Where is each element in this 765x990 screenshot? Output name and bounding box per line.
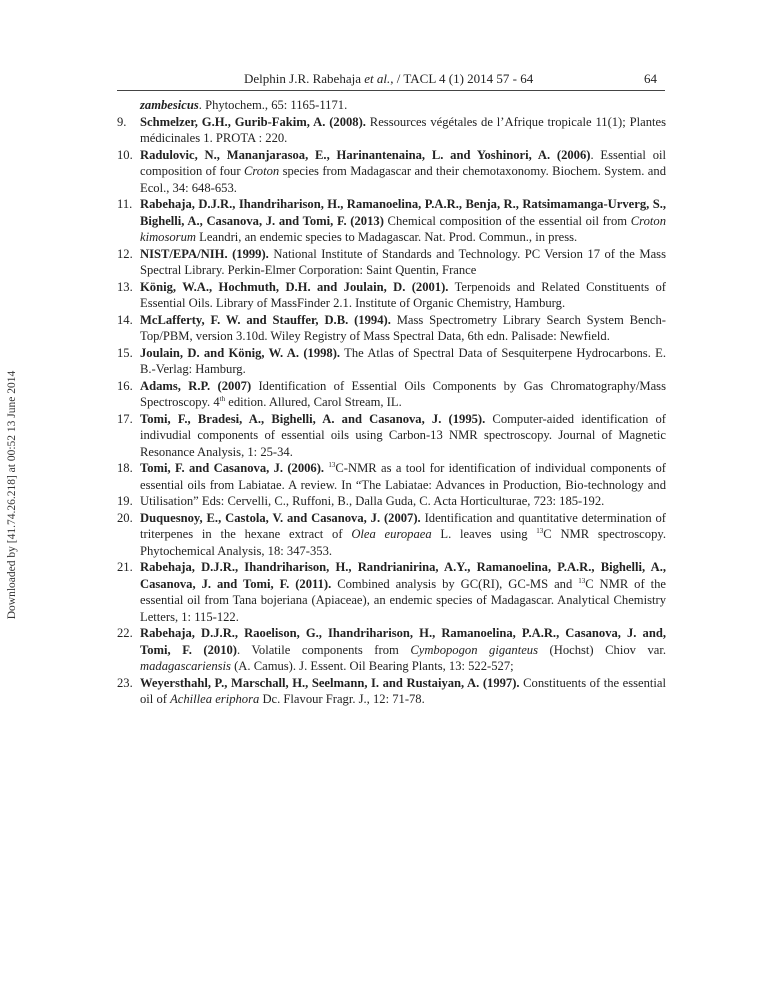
reference-item (117, 147, 666, 197)
header-journal: , / TACL 4 (1) 2014 57 - 64 (390, 71, 534, 86)
download-note: Downloaded by [41.74.26.218] at 00:52 13 June 2014 (6, 370, 18, 620)
reference-item (117, 411, 666, 461)
reference-superscript: th (219, 394, 226, 403)
download-watermark (2, 360, 22, 630)
reference-number: 18. (117, 461, 133, 475)
reference-continuation (117, 97, 666, 114)
running-header (117, 70, 665, 91)
reference-item (117, 345, 666, 378)
reference-text: Mass Spectrometry Library Search System Bench-Top/PBM, version 3.10d. Wiley Registry of Mass Spectral Data, 6th edn. Palisade: Newfield. (140, 312, 666, 343)
reference-number: 15. (117, 345, 133, 360)
reference-italic: Cymbopogon giganteus (410, 642, 538, 657)
reference-number: 17. (117, 411, 133, 426)
reference-text: . Volatile components from (237, 642, 411, 657)
reference-text: . Essential oil composition of four (140, 147, 666, 178)
continuation-text: . Phytochem., 65: 1165-1171. (198, 98, 348, 112)
reference-authors: NIST/EPA/NIH. (1999). (140, 246, 269, 261)
reference-text: Dc. Flavour Fragr. J., 12: 71-78. (259, 692, 425, 706)
reference-authors: Tomi, F. and Casanova, J. (2006). (140, 461, 325, 475)
reference-number: 20. (117, 510, 133, 525)
reference-item (117, 510, 666, 560)
reference-number: 10. (117, 147, 133, 162)
reference-authors: Weyersthahl, P., Marschall, H., Seelmann, I. and Rustaiyan, A. (1997). (140, 675, 520, 690)
reference-superscript: 13 (578, 576, 586, 585)
reference-superscript: 13 (328, 460, 336, 469)
reference-authors: Rabehaja, D.J.R., Ihandriharison, H., Ramanoelina, P.A.R., Benja, R., Ratsimamanga-Urverg, S., Bighelli, A., Casanova, J. and Tomi, F. (2013) (140, 197, 666, 228)
reference-authors: Rabehaja, D.J.R., Ihandriharison, H., Randrianirina, A.Y., Ramanoelina, P.A.R., Bighelli, A., Casanova, J. and Tomi, F. (2011). (140, 560, 666, 591)
reference-italic: Achillea eriphora (170, 692, 260, 706)
reference-item (117, 625, 666, 675)
reference-text: Identification of Essential Oils Components by Gas Chromatography/Mass Spectroscopy. 4 (140, 378, 666, 409)
reference-number: 16. (117, 378, 133, 393)
reference-text: Leandri, an endemic species to Madagascar. Nat. Prod. Commun., in press. (195, 230, 578, 244)
reference-italic: Croton kimosorum (140, 213, 666, 244)
reference-text: edition. Allured, Carol Stream, IL. (225, 395, 402, 409)
reference-authors: König, W.A., Hochmuth, D.H. and Joulain, D. (2001). (140, 279, 449, 294)
header-etal: et al. (364, 71, 391, 86)
reference-item (117, 196, 666, 246)
reference-item (117, 378, 666, 411)
reference-text: (A. Camus). J. Essent. Oil Bearing Plants, 13: 522-527; (230, 659, 514, 673)
reference-item (117, 279, 666, 312)
reference-item (117, 114, 666, 147)
reference-list (117, 97, 666, 708)
reference-text: Chemical composition of the essential oil from (383, 213, 631, 228)
reference-text: Identification and quantitative determination of triterpenes in the hexane extract of (140, 510, 666, 541)
reference-italic: Olea europaea (351, 527, 432, 541)
reference-text: Terpenoids and Related Constituents of Essential Oils. Library of MassFinder 2.1. Institute of Organic Chemistry, Hamburg. (140, 279, 666, 310)
reference-number: 9. (117, 114, 127, 129)
reference-text: National Institute of Standards and Technology. PC Version 17 of the Mass Spectral Library. Perkin-Elmer Corporation: Saint Quentin, France (140, 246, 666, 277)
reference-text: species from Madagascar and their chemotaxonomy. Biochem. System. and Ecol., 34: 648-653. (140, 164, 666, 195)
reference-text: Ressources végétales de l’Afrique tropicale 11(1); Plantes médicinales 1. PROTA : 220. (140, 114, 666, 145)
continuation-italic: zambesicus (140, 98, 199, 112)
reference-superscript: 13 (536, 526, 544, 535)
reference-text: Computer-aided identification of indivudial components of essential oils using Carbon-13 NMR spectroscopy. Journal of Magnetic Resonance Analysis, 1: 25-34. (140, 411, 666, 459)
reference-text: Combined analysis by GC(RI), GC-MS and (331, 576, 579, 591)
reference-item (117, 312, 666, 345)
reference-item (117, 460, 666, 510)
reference-authors: Radulovic, N., Mananjarasoa, E., Harinantenaina, L. and Yoshinori, A. (2006) (140, 147, 591, 162)
header-citation (244, 71, 533, 87)
reference-number: 23. (117, 675, 133, 690)
reference-text: (Hochst) Chiov var. (538, 642, 666, 657)
reference-number: 12. (117, 246, 133, 261)
reference-authors: Adams, R.P. (2007) (140, 378, 252, 393)
reference-text: C-NMR as a tool for identification of individual components of essential oils from Labiatae. A review. In “The Labiatae: Advances in Production, Bio-technology and Utilisation” Eds: Cervelli, C., Ruffoni, B., Dalla Guda, C. Acta Horticulturae, 723: 185-192. (140, 461, 666, 508)
reference-number: 11. (117, 197, 133, 211)
reference-authors: Duquesnoy, E., Castola, V. and Casanova, J. (2007). (140, 510, 421, 525)
reference-text: C NMR of the essential oil from Tana bojeriana (Apiaceae), an endemic species of Madagascar. Analytical Chemistry Letters, 1: 115-122. (140, 576, 666, 624)
reference-authors: Tomi, F., Bradesi, A., Bighelli, A. and Casanova, J. (1995). (140, 411, 486, 426)
reference-number: 14. (117, 312, 133, 327)
reference-authors: Schmelzer, G.H., Gurib-Fakim, A. (2008). (140, 114, 366, 129)
reference-authors: Rabehaja, D.J.R., Raoelison, G., Ihandriharison, H., Ramanoelina, P.A.R., Casanova, J. and, Tomi, F. (2010) (140, 626, 666, 657)
reference-italic: madagascariensis (140, 659, 231, 673)
reference-number: 21. (117, 560, 133, 574)
stray-reference-number: 19. (117, 494, 133, 508)
page-number: 64 (644, 71, 657, 86)
reference-item (117, 246, 666, 279)
reference-number: 13. (117, 279, 133, 294)
reference-text: L. leaves using (431, 527, 537, 541)
reference-item (117, 559, 666, 625)
reference-authors: Joulain, D. and König, W. A. (1998). (140, 345, 341, 360)
reference-number: 22. (117, 626, 133, 640)
reference-authors: McLafferty, F. W. and Stauffer, D.B. (1994). (140, 312, 391, 327)
reference-text: Constituents of the essential oil of (140, 675, 666, 706)
reference-text: C NMR spectroscopy. Phytochemical Analysis, 18: 347-353. (140, 527, 666, 558)
reference-item (117, 675, 666, 708)
reference-text: The Atlas of Spectral Data of Sesquiterpene Hydrocarbons. E. B.-Verlag: Hamburg. (140, 345, 666, 376)
reference-italic: Croton (243, 164, 280, 178)
header-author: Delphin J.R. Rabehaja (244, 71, 365, 86)
